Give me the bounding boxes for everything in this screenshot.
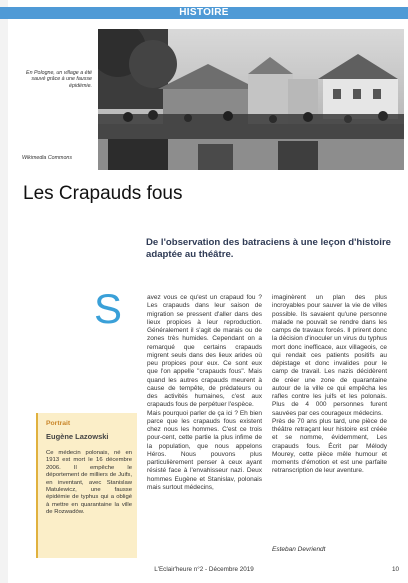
- article-title: Les Crapauds fous: [23, 183, 183, 204]
- paragraph: avez vous ce qu'est un crapaud fou ? Les crapauds dans leur saison de migration se pressent d'aller dans des lieux propices à leur reproduction. Généralement il s'agit de marais ou de zones très humides. Cependant on a remarqué que certains crapauds migrent seuls dans des lieux arides où peu propices pour eux. Ce sont eux que l'on appelle "crapauds fous". Mais quand les autres crapauds meurent à cause de tempête, de prédateurs ou des activités humaines, c'est aux crapauds fous de perpétuer l'espèce.: [147, 294, 262, 409]
- footer-issue: L'Eclair'heure n°2 - Décembre 2019: [154, 566, 254, 573]
- article-column-2: [272, 294, 387, 476]
- photo-credit: Wikimedia Commons: [22, 155, 72, 161]
- paragraph: Près de 70 ans plus tard, une pièce de théâtre retraçant leur histoire est créée et se nomme, évidemment, Les crapauds fous. Écrit par Mélody Mourey, cette pièce mêle humour et moments d'émotion et est une parfaite retranscription de leur aventure.: [272, 417, 387, 475]
- portrait-sidebar: [36, 413, 137, 558]
- article-column-1: [147, 294, 262, 492]
- portrait-name: Eugène Lazowski: [46, 432, 109, 441]
- portrait-tag: Portrait: [46, 420, 71, 427]
- author-signature: Esteban Devriendt: [272, 546, 326, 553]
- photo-caption: En Pologne, un village a été sauvé grâce à une fausse épidémie.: [26, 70, 92, 89]
- village-crowd-photo: [98, 29, 404, 170]
- historical-photo: [98, 29, 404, 170]
- page-number: 10: [392, 566, 400, 573]
- paragraph: imaginèrent un plan des plus incroyables pour sauver la vie de villes possible. Ils savaient qu'une personne malade ne pouvait se rendre dans les camps de travaux forcés. Il prirent donc la décision d'inoculer un virus du typhus mort donc inefficace, aux villageois, ce qui rendait ces patients positifs au dépistage et donc invalides pour le camp de travail. Les nazis décidèrent de créer une zone de quarantaine autour de la ville ce qui empêcha les rafles contre les juifs et les polonais. Plus de 4 000 personnes furent sauvées par ces courageux médecins.: [272, 294, 387, 417]
- drop-cap: S: [94, 285, 123, 332]
- page-edge-shade: [0, 0, 8, 583]
- section-header: [0, 0, 408, 24]
- article-subtitle: De l'observation des batraciens à une leçon d'histoire adaptée au théâtre.: [146, 237, 392, 261]
- paragraph: Mais pourquoi parler de ça ici ? Eh bien parce que les crapauds fous existent chez nous les hommes. C'est ce trois pour-cent, cette partie la plus infime de la population, que nous appelons Héros. Nous pouvons plus particulièrement penser à ceux ayant résisté face à l'envahisseur nazi. Deux hommes Eugène et Stanislav, polonais mais surtout médecins,: [147, 409, 262, 491]
- section-title: HISTOIRE: [179, 7, 229, 18]
- portrait-text: Ce médecin polonais, né en 1913 est mort le 16 décembre 2006. Il empêche le déportement de milliers de Juifs, en inventant, avec Stanislaw Matulewicz, une fausse épidémie de typhus qui a obligé à mettre en quarantaine la ville de Rozwadów.: [46, 450, 132, 516]
